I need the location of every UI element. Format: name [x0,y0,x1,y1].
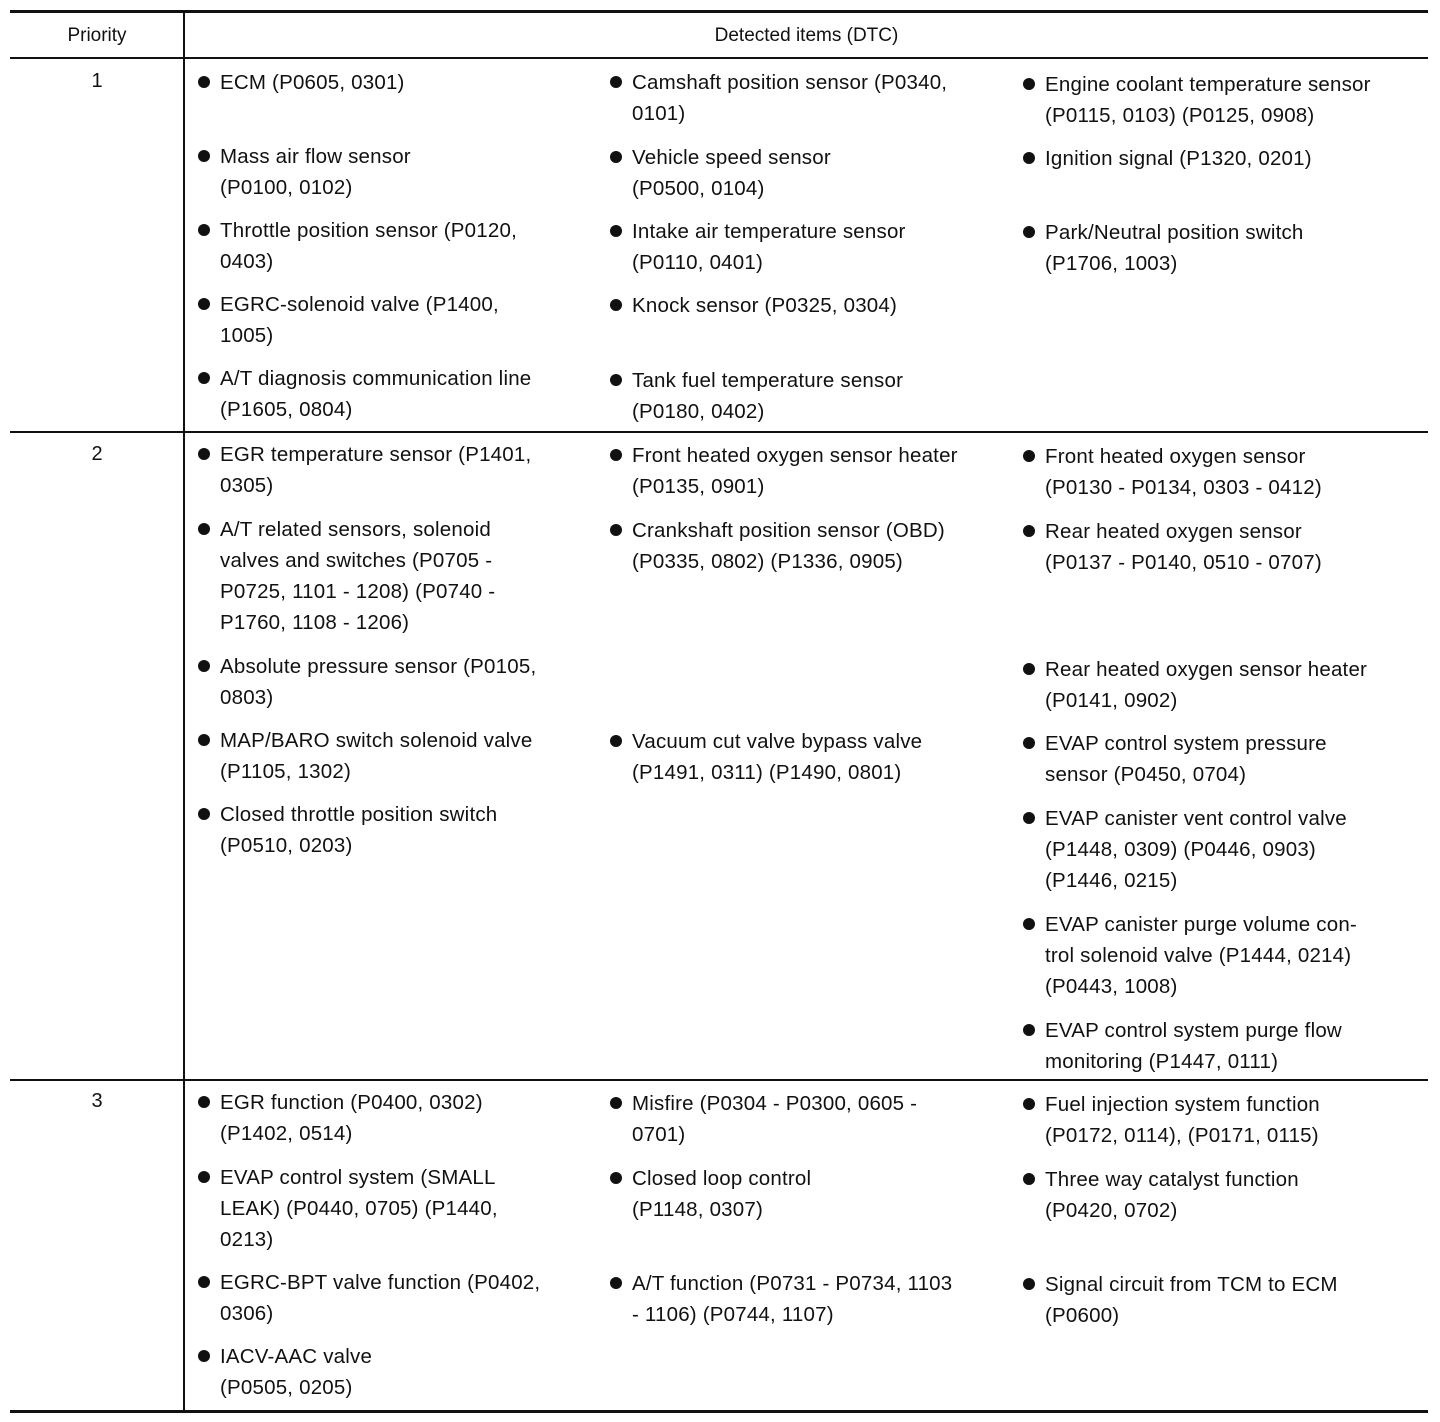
bullet-icon [1023,226,1035,238]
dtc-item: Camshaft position sensor (P0340, 0101) [608,67,1032,129]
dtc-item: Mass air flow sensor (P0100, 0102) [196,141,612,203]
dtc-item: Vacuum cut valve bypass valve (P1491, 0311) (P1490, 0801) [608,726,1032,788]
dtc-item: Misfire (P0304 - P0300, 0605 - 0701) [608,1088,1032,1150]
bullet-icon [1023,152,1035,164]
bullet-icon [610,1277,622,1289]
bullet-icon [198,224,210,236]
bullet-icon [198,523,210,535]
bullet-icon [1023,1024,1035,1036]
dtc-item: EVAP control system (SMALL LEAK) (P0440, 0705) (P1440, 0213) [196,1162,612,1255]
dtc-item: Vehicle speed sensor (P0500, 0104) [608,142,1032,204]
dtc-item: Engine coolant temperature sensor (P0115, 0103) (P0125, 0908) [1021,69,1440,131]
dtc-item: EVAP canister vent control valve (P1448, 0309) (P0446, 0903) (P1446, 0215) [1021,803,1440,896]
bullet-icon [610,299,622,311]
dtc-item: Intake air temperature sensor (P0110, 0401) [608,216,1032,278]
dtc-item: Fuel injection system function (P0172, 0114), (P0171, 0115) [1021,1089,1440,1151]
priority-2-label: 2 [91,443,103,465]
bullet-icon [610,1097,622,1109]
dtc-item: Rear heated oxygen sensor heater (P0141, 0902) [1021,654,1440,716]
bullet-icon [610,524,622,536]
dtc-item: Front heated oxygen sensor (P0130 - P0134, 0303 - 0412) [1021,441,1440,503]
detected-items-header: Detected items (DTC) [714,25,899,46]
dtc-item: MAP/BARO switch solenoid valve (P1105, 1302) [196,725,612,787]
dtc-item: A/T related sensors, solenoid valves and switches (P0705 - P0725, 1101 - 1208) (P0740 - P1760, 1108 - 1206) [196,514,612,638]
bullet-icon [1023,918,1035,930]
bullet-icon [1023,1098,1035,1110]
dtc-item: EGR function (P0400, 0302) (P1402, 0514) [196,1087,612,1149]
dtc-item: Park/Neutral position switch (P1706, 1003) [1021,217,1440,279]
bullet-icon [610,1172,622,1184]
bullet-icon [198,1276,210,1288]
dtc-item: Closed throttle position switch (P0510, 0203) [196,799,612,861]
bullet-icon [610,225,622,237]
row-divider-1-2 [10,431,1428,433]
dtc-item: EVAP canister purge volume con- trol solenoid valve (P1444, 0214) (P0443, 1008) [1021,909,1440,1002]
dtc-item: A/T diagnosis communication line (P1605, 0804) [196,363,612,425]
bullet-icon [610,374,622,386]
bullet-icon [1023,737,1035,749]
dtc-item: Closed loop control (P1148, 0307) [608,1163,1032,1225]
bullet-icon [198,298,210,310]
bullet-icon [198,76,210,88]
bullet-icon [1023,525,1035,537]
bullet-icon [198,808,210,820]
dtc-item: Crankshaft position sensor (OBD) (P0335, 0802) (P1336, 0905) [608,515,1032,577]
priority-3-label: 3 [91,1090,103,1112]
bullet-icon [198,372,210,384]
bullet-icon [198,1096,210,1108]
bullet-icon [1023,1173,1035,1185]
row-divider-2-3 [10,1079,1428,1081]
dtc-priority-table [10,10,1428,1413]
bullet-icon [610,151,622,163]
column-divider [183,13,185,1410]
bullet-icon [198,734,210,746]
dtc-item: Three way catalyst function (P0420, 0702) [1021,1164,1440,1226]
bullet-icon [610,76,622,88]
dtc-item: Ignition signal (P1320, 0201) [1021,143,1440,174]
bullet-icon [1023,450,1035,462]
bullet-icon [1023,78,1035,90]
bullet-icon [1023,812,1035,824]
dtc-item: IACV-AAC valve (P0505, 0205) [196,1341,612,1403]
header-rule [10,57,1428,59]
bullet-icon [198,448,210,460]
dtc-item: EGR temperature sensor (P1401, 0305) [196,439,612,501]
bullet-icon [610,449,622,461]
bullet-icon [198,1350,210,1362]
dtc-item: Signal circuit from TCM to ECM (P0600) [1021,1269,1440,1331]
dtc-item: EGRC-BPT valve function (P0402, 0306) [196,1267,612,1329]
dtc-item: ECM (P0605, 0301) [196,67,612,98]
dtc-item: Front heated oxygen sensor heater (P0135, 0901) [608,440,1032,502]
priority-header: Priority [67,25,127,46]
bullet-icon [198,1171,210,1183]
priority-1-label: 1 [91,70,103,92]
dtc-item: EVAP control system pressure sensor (P0450, 0704) [1021,728,1440,790]
dtc-item: EVAP control system purge flow monitoring (P1447, 0111) [1021,1015,1440,1077]
bullet-icon [1023,663,1035,675]
dtc-item: Absolute pressure sensor (P0105, 0803) [196,651,612,713]
dtc-item: EGRC-solenoid valve (P1400, 1005) [196,289,612,351]
bullet-icon [610,735,622,747]
dtc-item: Knock sensor (P0325, 0304) [608,290,1032,321]
bullet-icon [198,150,210,162]
dtc-item: A/T function (P0731 - P0734, 1103 - 1106) (P0744, 1107) [608,1268,1032,1330]
dtc-item: Tank fuel temperature sensor (P0180, 0402) [608,365,1032,427]
bullet-icon [1023,1278,1035,1290]
dtc-item: Throttle position sensor (P0120, 0403) [196,215,612,277]
bullet-icon [198,660,210,672]
dtc-item: Rear heated oxygen sensor (P0137 - P0140, 0510 - 0707) [1021,516,1440,578]
